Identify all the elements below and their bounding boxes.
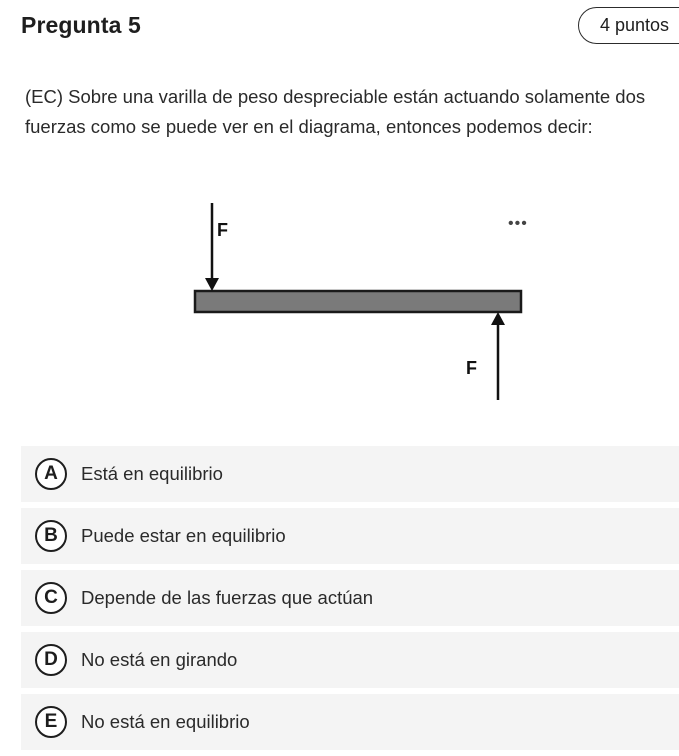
answer-options bbox=[21, 446, 679, 756]
option-c[interactable] bbox=[21, 570, 679, 626]
force-arrow-up-head bbox=[491, 312, 505, 325]
force-arrow-down-head bbox=[205, 278, 219, 291]
option-text: Depende de las fuerzas que actúan bbox=[81, 587, 374, 608]
force-diagram bbox=[180, 195, 550, 410]
option-text: No está en girando bbox=[81, 649, 238, 670]
rod bbox=[195, 291, 521, 312]
option-letter: E bbox=[35, 706, 67, 738]
option-a[interactable] bbox=[21, 446, 679, 502]
question-text: (EC) Sobre una varilla de peso despreciable están actuando solamente dos fuerzas como se puede ver en el diagrama, entonces podemos decir: bbox=[25, 86, 646, 137]
option-d[interactable] bbox=[21, 632, 679, 688]
points-badge: 4 puntos bbox=[578, 7, 679, 44]
option-letter: B bbox=[35, 520, 67, 552]
option-letter: D bbox=[35, 644, 67, 676]
force-label-bottom: F bbox=[466, 358, 477, 378]
more-horizontal-icon[interactable]: ••• bbox=[508, 215, 528, 232]
force-label-top: F bbox=[217, 220, 228, 240]
option-b[interactable] bbox=[21, 508, 679, 564]
option-letter: A bbox=[35, 458, 67, 490]
option-text: Puede estar en equilibrio bbox=[81, 525, 286, 546]
option-text: No está en equilibrio bbox=[81, 711, 250, 732]
option-e[interactable] bbox=[21, 694, 679, 750]
question-title: Pregunta 5 bbox=[21, 12, 141, 38]
option-letter: C bbox=[35, 582, 67, 614]
option-text: Está en equilibrio bbox=[81, 463, 223, 484]
